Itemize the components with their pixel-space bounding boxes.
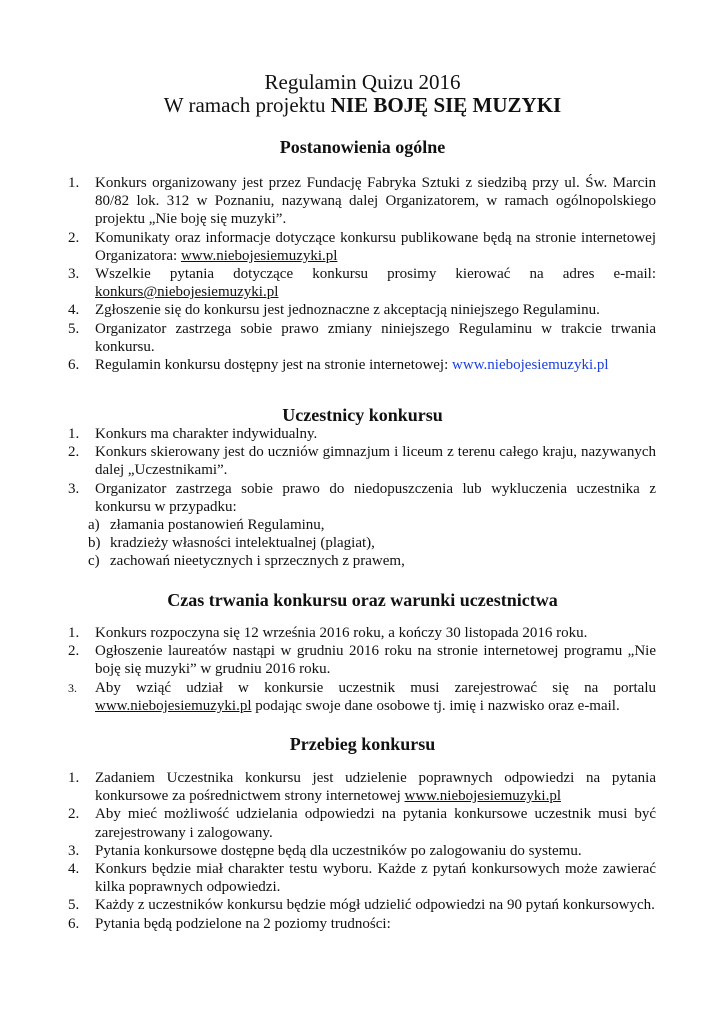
- website-link[interactable]: www.niebojesiemuzyki.pl: [180, 247, 338, 264]
- list-item: [68, 425, 656, 443]
- sub-item-letter: c): [88, 553, 100, 570]
- sub-item-letter: b): [88, 535, 101, 552]
- list-item: [68, 265, 656, 301]
- general-provisions-list: [68, 174, 656, 374]
- list-item: [68, 769, 656, 805]
- email-link[interactable]: konkurs@niebojesiemuzyki.pl: [95, 284, 279, 301]
- item-number: 1.: [68, 175, 80, 191]
- item-text: Każdy z uczestników konkursu będzie mógł udzielić odpowiedzi na 90 pytań konkursowych.: [95, 897, 655, 914]
- item-text: Pytania konkursowe dostępne będą dla uczestników po zalogowaniu do systemu.: [95, 842, 582, 859]
- item-text: Pytania będą podzielone na 2 poziomy trudności:: [95, 915, 391, 932]
- item-text: Organizator zastrzega sobie prawo do niedopuszczenia lub wykluczenia uczestnika z konkursu w przypadku:: [95, 480, 656, 515]
- list-item: [68, 642, 656, 678]
- item-text: kradzieży własności intelektualnej (plagiat),: [110, 535, 375, 552]
- item-number: 2.: [68, 229, 80, 246]
- list-item: [68, 860, 656, 896]
- item-number: 4.: [68, 861, 80, 878]
- list-item: [68, 174, 656, 229]
- item-text: Konkurs rozpoczyna się 12 września 2016 roku, a kończy 30 listopada 2016 roku.: [95, 625, 588, 641]
- project-name: NIE BOJĘ SIĘ MUZYKI: [330, 93, 562, 117]
- item-text: Konkurs organizowany jest przez Fundację Fabryka Sztuki z siedzibą przy ul. Św. Marcin 80/82 lok. 312 w Poznaniu, nazywaną dalej Organizatorem, w ramach ogólnopolskiego projektu „Nie boję się muzyki”.: [95, 175, 656, 228]
- item-number: 6.: [68, 915, 80, 932]
- item-text: Wszelkie pytania dotyczące konkursu prosimy kierować na adres e-mail:: [95, 266, 656, 283]
- website-link[interactable]: www.niebojesiemuzyki.pl: [95, 697, 252, 714]
- duration-list: [68, 624, 656, 715]
- item-number: 3.: [68, 266, 80, 283]
- section-heading: Przebieg konkursu: [289, 734, 436, 754]
- list-item: [68, 480, 656, 516]
- list-item: [68, 915, 656, 933]
- website-link[interactable]: www.niebojesiemuzyki.pl: [452, 357, 609, 374]
- item-text: Regulamin konkursu dostępny jest na stronie internetowej:: [95, 357, 453, 374]
- item-text: zachowań nieetycznych i sprzecznych z prawem,: [110, 553, 405, 570]
- title-line-1: Regulamin Quizu 2016: [264, 70, 461, 94]
- item-text: Aby mieć możliwość udzielania odpowiedzi na pytania konkursowe uczestnik musi być zarejestrowany i zalogowany.: [95, 806, 656, 841]
- list-item: [68, 896, 656, 914]
- item-text: Konkurs skierowany jest do uczniów gimnazjum i liceum z terenu całego kraju, nazywanych dalej „Uczestnikami”.: [95, 444, 656, 479]
- item-number: 3.: [68, 480, 80, 497]
- list-item: [68, 679, 656, 715]
- item-number: 1.: [68, 625, 80, 641]
- item-number: 3.: [68, 680, 77, 695]
- participants-list: [68, 425, 656, 571]
- section-heading: Uczestnicy konkursu: [282, 405, 443, 425]
- list-item: [68, 301, 656, 319]
- item-number: 4.: [68, 302, 80, 319]
- item-number: 3.: [68, 842, 80, 859]
- item-number: 2.: [68, 806, 80, 823]
- item-number: 5.: [68, 320, 80, 337]
- item-text: złamania postanowień Regulaminu,: [110, 517, 325, 534]
- sub-item: [68, 516, 656, 534]
- list-item: [68, 805, 656, 841]
- sub-item: [68, 552, 656, 570]
- contest-course-list: [68, 769, 656, 933]
- item-text: Zgłoszenie się do konkursu jest jednoznaczne z akceptacją niniejszego Regulaminu.: [95, 302, 600, 319]
- item-number: 6.: [68, 357, 80, 374]
- item-text: Ogłoszenie laureatów nastąpi w grudniu 2016 roku na stronie internetowej programu „Nie boję się muzyki” w grudniu 2016 roku.: [95, 643, 656, 678]
- list-item: [68, 320, 656, 356]
- list-item: [68, 229, 656, 265]
- document-title: [0, 71, 725, 117]
- item-text: Organizator zastrzega sobie prawo zmiany niniejszego Regulaminu w trakcie trwania konkursu.: [95, 320, 656, 355]
- list-item: [68, 443, 656, 479]
- title-line-2: [0, 94, 725, 117]
- item-text: Konkurs ma charakter indywidualny.: [95, 426, 318, 442]
- item-text: Zadaniem Uczestnika konkursu jest udzielenie poprawnych odpowiedzi na pytania konkursowe za pośrednictwem strony internetowej: [95, 770, 656, 805]
- item-text: Komunikaty oraz informacje dotyczące konkursu publikowane będą na stronie internetowej Organizatora:: [95, 229, 656, 264]
- title-prefix: W ramach projektu: [163, 93, 331, 117]
- website-link[interactable]: www.niebojesiemuzyki.pl: [404, 788, 561, 805]
- item-text: Aby wziąć udział w konkursie uczestnik musi zarejestrować się na portalu: [95, 679, 656, 696]
- item-number: 5.: [68, 897, 80, 914]
- list-item: [68, 356, 656, 374]
- item-number: 2.: [68, 643, 80, 660]
- item-number: 1.: [68, 770, 80, 786]
- sub-item: [68, 534, 656, 552]
- list-item: [68, 624, 656, 642]
- item-number: 2.: [68, 444, 80, 461]
- sub-item-letter: a): [88, 517, 100, 534]
- section-heading: Postanowienia ogólne: [279, 137, 446, 157]
- item-number: 1.: [68, 426, 80, 442]
- list-item: [68, 842, 656, 860]
- item-text: podając swoje dane osobowe tj. imię i nazwisko oraz e-mail.: [251, 697, 620, 714]
- item-text: Konkurs będzie miał charakter testu wyboru. Każde z pytań konkursowych może zawierać kilka poprawnych odpowiedzi.: [95, 861, 656, 896]
- section-heading: Czas trwania konkursu oraz warunki uczestnictwa: [167, 590, 558, 610]
